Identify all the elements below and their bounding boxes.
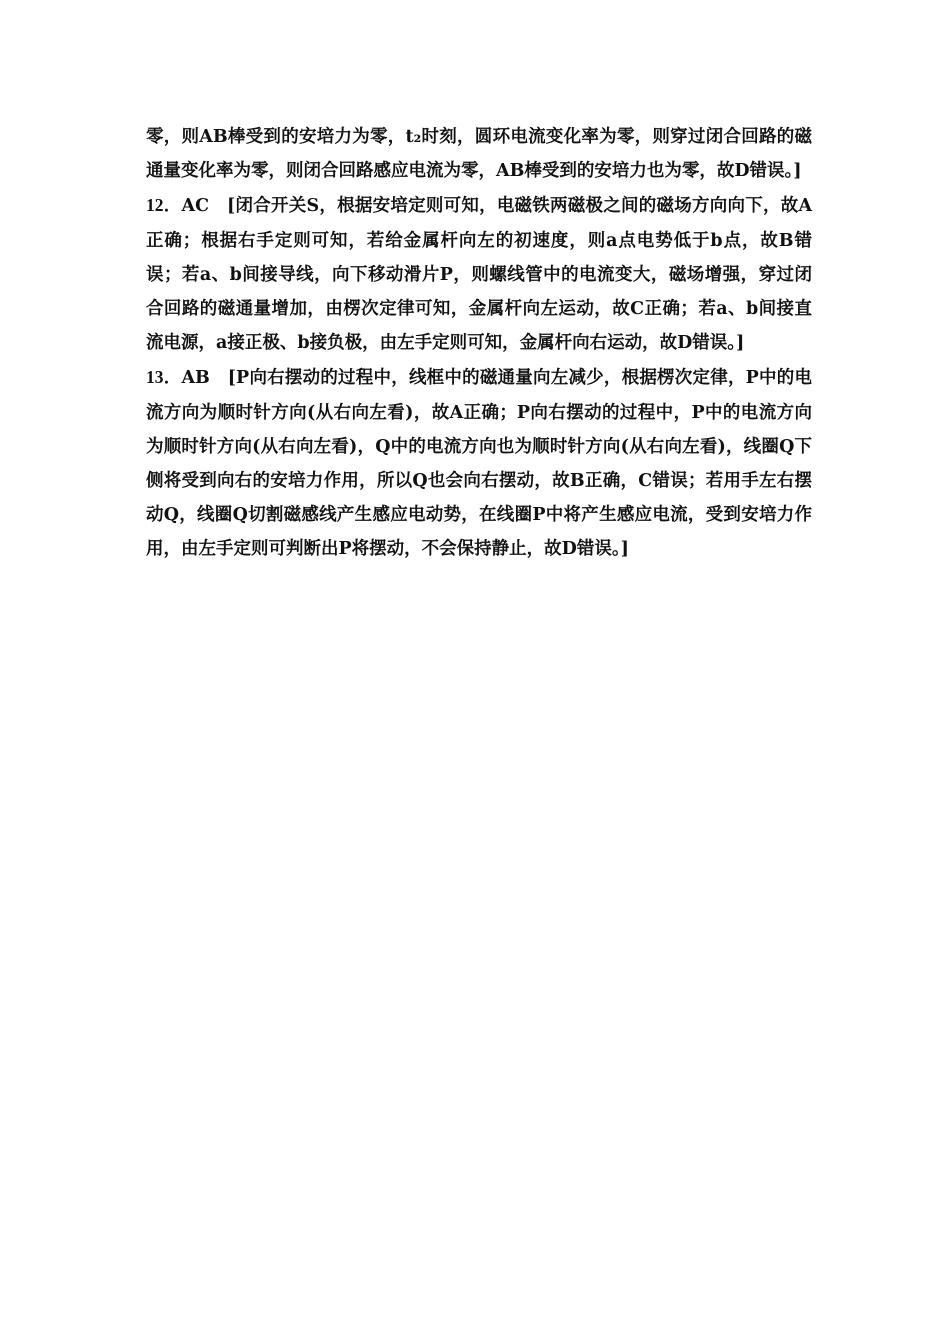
explanation: [P向右摆动的过程中，线框中的磁通量向左减少，根据楞次定律，P中的电流方向为顺时针方向(从右向左看)，故A正确；P向右摆动的过程中，P中的电流方向为顺时针方向(从右向左看)，Q中的电流方向也为顺时针方向(从右向左看)，线圈Q下侧将受到向右的安培力作用，所以Q也会向右摆动，故B正确，C错误；若用手左右摆动Q，线圈Q切割磁感线产生感应电动势，在线圈P中将产生感应电流，受到安培力作用，由左手定则可判断出P将摆动，不会保持静止，故D错误。] xyxy=(146,368,813,560)
explanation: [闭合开关S，根据安培定则可知，电磁铁两磁极之间的磁场方向向下，故A正确；根据右手定则可知，若给金属杆向左的初速度，则a点电势低于b点，故B错误；若a、b间接导线，向下移动滑片P，则螺线管中的电流变大，磁场增强，穿过闭合回路的磁通量增加，由楞次定律可知，金属杆向左运动，故C正确；若a、b间接直流电源，a接正极、b接负极，由左手定则可知，金属杆向右运动，故D错误。] xyxy=(146,196,813,354)
question-number: 13． xyxy=(146,367,182,388)
paragraph-11-continuation: 零，则AB棒受到的安培力为零，t₂时刻，圆环电流变化率为零，则穿过闭合回路的磁通量变化率为零，则闭合回路感应电流为零，AB棒受到的安培力也为零，故D错误。] xyxy=(146,127,812,182)
answer-label: AB xyxy=(181,368,210,389)
question-number: 12． xyxy=(146,195,182,216)
paragraph-13 xyxy=(146,360,812,566)
paragraph-12 xyxy=(146,188,812,360)
answer-label: AC xyxy=(181,196,210,217)
solution-text xyxy=(146,120,812,567)
